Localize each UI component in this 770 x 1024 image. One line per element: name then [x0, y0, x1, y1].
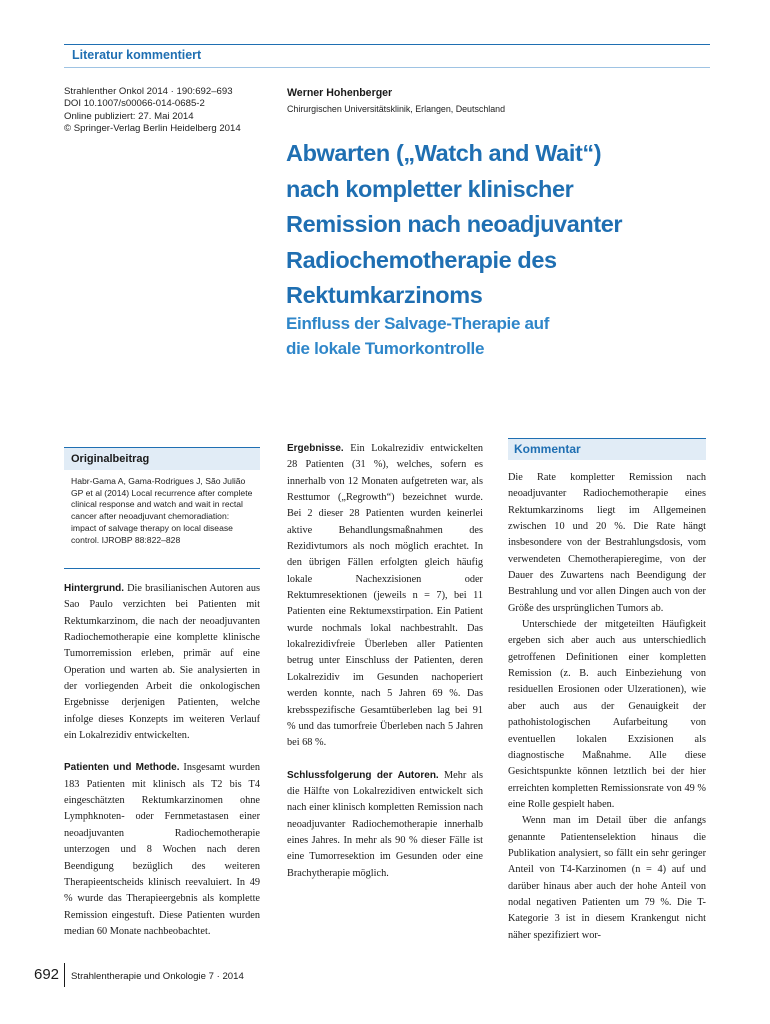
background-lead: Hintergrund. — [64, 583, 124, 594]
comment-heading: Kommentar — [514, 442, 581, 456]
citation-line: Strahlenther Onkol 2014 · 190:692–693 — [64, 86, 233, 97]
journal-footer: Strahlentherapie und Onkologie 7 · 2014 — [71, 971, 244, 982]
article-subtitle: Einfluss der Salvage-Therapie auf die lokale Tumorkontrolle — [286, 314, 550, 358]
section-label: Literatur kommentiert — [72, 48, 202, 62]
original-article-box — [64, 447, 260, 569]
conclusion-lead: Schlussfolgerung der Autoren. — [287, 769, 439, 781]
section-header — [64, 44, 710, 68]
author-name: Werner Hohenberger — [287, 87, 393, 99]
original-article-heading: Originalbeitrag — [64, 448, 260, 470]
conclusion-text: Mehr als die Hälfte von Lokalrezidiven entwickelt sich nach einer klinisch kompletten Remission nach neoadjuvanter Radiochemotherapie innerhalb eines Jahres. In mehr als 90 % dieser Fälle ist eine Tumorresektion im Gesunden oder eine Brachytherapie möglich. — [287, 769, 484, 879]
comment-paragraph-1: Die Rate kompletter Remission nach neoadjuvanter Radiochemotherapie eines Rektumkarzinoms liegt im Allgemeinen zwischen 10 und 20 %. Die Rate hängt insbesondere von der Bestrahlungsdosis, vom verwendeten Chemotherapieregime, von der Dauer des Zuwartens nach Beendigung der Bestrahlung und vor allen Dingen auch von der Größe des ursprünglichen Tumors ab. — [508, 472, 706, 614]
page-number: 692 — [34, 966, 60, 983]
background-paragraph — [64, 581, 260, 744]
column-left — [64, 581, 260, 940]
article-title: Abwarten („Watch and Wait“) nach kompletter klinischer Remission nach neoadjuvanter Radiochemotherapie des Rektumkarzinoms — [286, 140, 623, 309]
doi-line: DOI 10.1007/s00066-014-0685-2 — [64, 98, 205, 110]
article-metadata — [64, 86, 279, 135]
comment-paragraph-2: Unterschiede der mitgeteilten Häufigkeit ergeben sich aber auch aus unterschiedlich getroffenen Definitionen einer kompletten Remission (z. B. auch Einbeziehung von residuellen Erosionen oder Ulzerationen), wie aber auch aus der Genauigkeit der pathohistologischen Aufarbeitung von eventuellen lokalen Exzisionen als diagnostische Maßnahme. Alle diese Gesichtspunkte können letztlich bei der hier erreichten kompletten Remissionsrate von 49 % eine Rolle gespielt haben. — [508, 619, 706, 810]
methods-paragraph — [64, 760, 260, 940]
comment-header — [508, 438, 706, 460]
results-text: Ein Lokalrezidiv entwickelten 28 Patienten (31 %), welches, sofern es innerhalb von 12 Monaten aufgetreten war, als Resttumor („Regrowth“) bezeichnet wurde. Bei 2 dieser 28 Patienten wurden keinerlei aktive Behandlungsmaßnahmen des Rezidivtumors als noch möglich erachtet. In den übrigen Fällen erfolgten gleich häufig lokale Nachexzisionen oder Rektumresektionen (jeweils n = 7), bei 11 Patienten eine Rektumexstirpation. Ein Patient wurde nochmals lokal nachbestrahlt. Das lokalrezidivfreie Überleben aller Patienten betrug unter Einschluss der Patienten, deren Lokalrezidiv im Gesunden nachoperiert werden konnte, nach 5 Jahren 69 %. Das krebsspezifische Gesamtüberleben lag bei 91 % und das tumorfreie Überleben nach 5 Jahren bei 68 %. — [287, 443, 483, 749]
footer-divider — [64, 963, 65, 987]
column-middle — [287, 441, 483, 882]
copyright-line: © Springer-Verlag Berlin Heidelberg 2014 — [64, 122, 241, 134]
results-paragraph — [287, 441, 483, 752]
methods-text: Insgesamt wurden 183 Patienten mit klinisch als T2 bis T4 eingeschätzten Rektumkarzinomen ohne Lymphknoten- oder Fernmetastasen einer neoadjuvanten Radiochemotherapie unterzogen und 8 Wochen nach deren Beendigung bezüglich des weiteren Therapieentscheids klinisch reevaluiert. In 49 % wurde das Therapieergebnis als komplette Remission eingestuft. Diese Patienten wurden median 60 Monate nachbeobachtet. — [64, 762, 260, 937]
background-text: Die brasilianischen Autoren aus Sao Paulo verzichten bei Patienten mit Rektumkarzinom, die nach der neoadjuvanten Radiochemotherapie eine komplette klinische Tumorremission erleben, primär auf eine Operation und warten ab. Sie analysierten in der vorliegenden Arbeit die onkologischen Ergebnisse derjenigen Patienten, welche infolge dieses Konzepts im weiteren Verlauf ein Lokalrezidiv entwickelten. — [64, 583, 260, 742]
methods-lead: Patienten und Methode. — [64, 762, 180, 774]
original-article-citation: Habr-Gama A, Gama-Rodrigues J, São Julião GP et al (2014) Local recurrence after complete clinical response and watch and wait in rectal cancer after neoadjuvant chemoradiation: impact of salvage therapy on local disease control. IJROBP 88:822–828 — [71, 476, 253, 545]
conclusion-paragraph — [287, 768, 483, 882]
results-lead: Ergebnisse. — [287, 443, 344, 454]
published-line: Online publiziert: 27. Mai 2014 — [64, 110, 194, 122]
column-right — [508, 470, 706, 944]
comment-paragraph-3: Wenn man im Detail über die anfangs genannte Patientenselektion hinaus die Publikation analysiert, so fällt ein sehr geringer Anteil von T4-Karzinomen (n = 4) auf und darüber hinaus aber auch der hohe Anteil von nodal negativen Patienten um 79 %. Die T-Kategorie 3 ist in diesem Krankengut nicht näher spezifiziert wor- — [508, 815, 706, 941]
author-affiliation: Chirurgischen Universitätsklinik, Erlangen, Deutschland — [287, 104, 506, 114]
